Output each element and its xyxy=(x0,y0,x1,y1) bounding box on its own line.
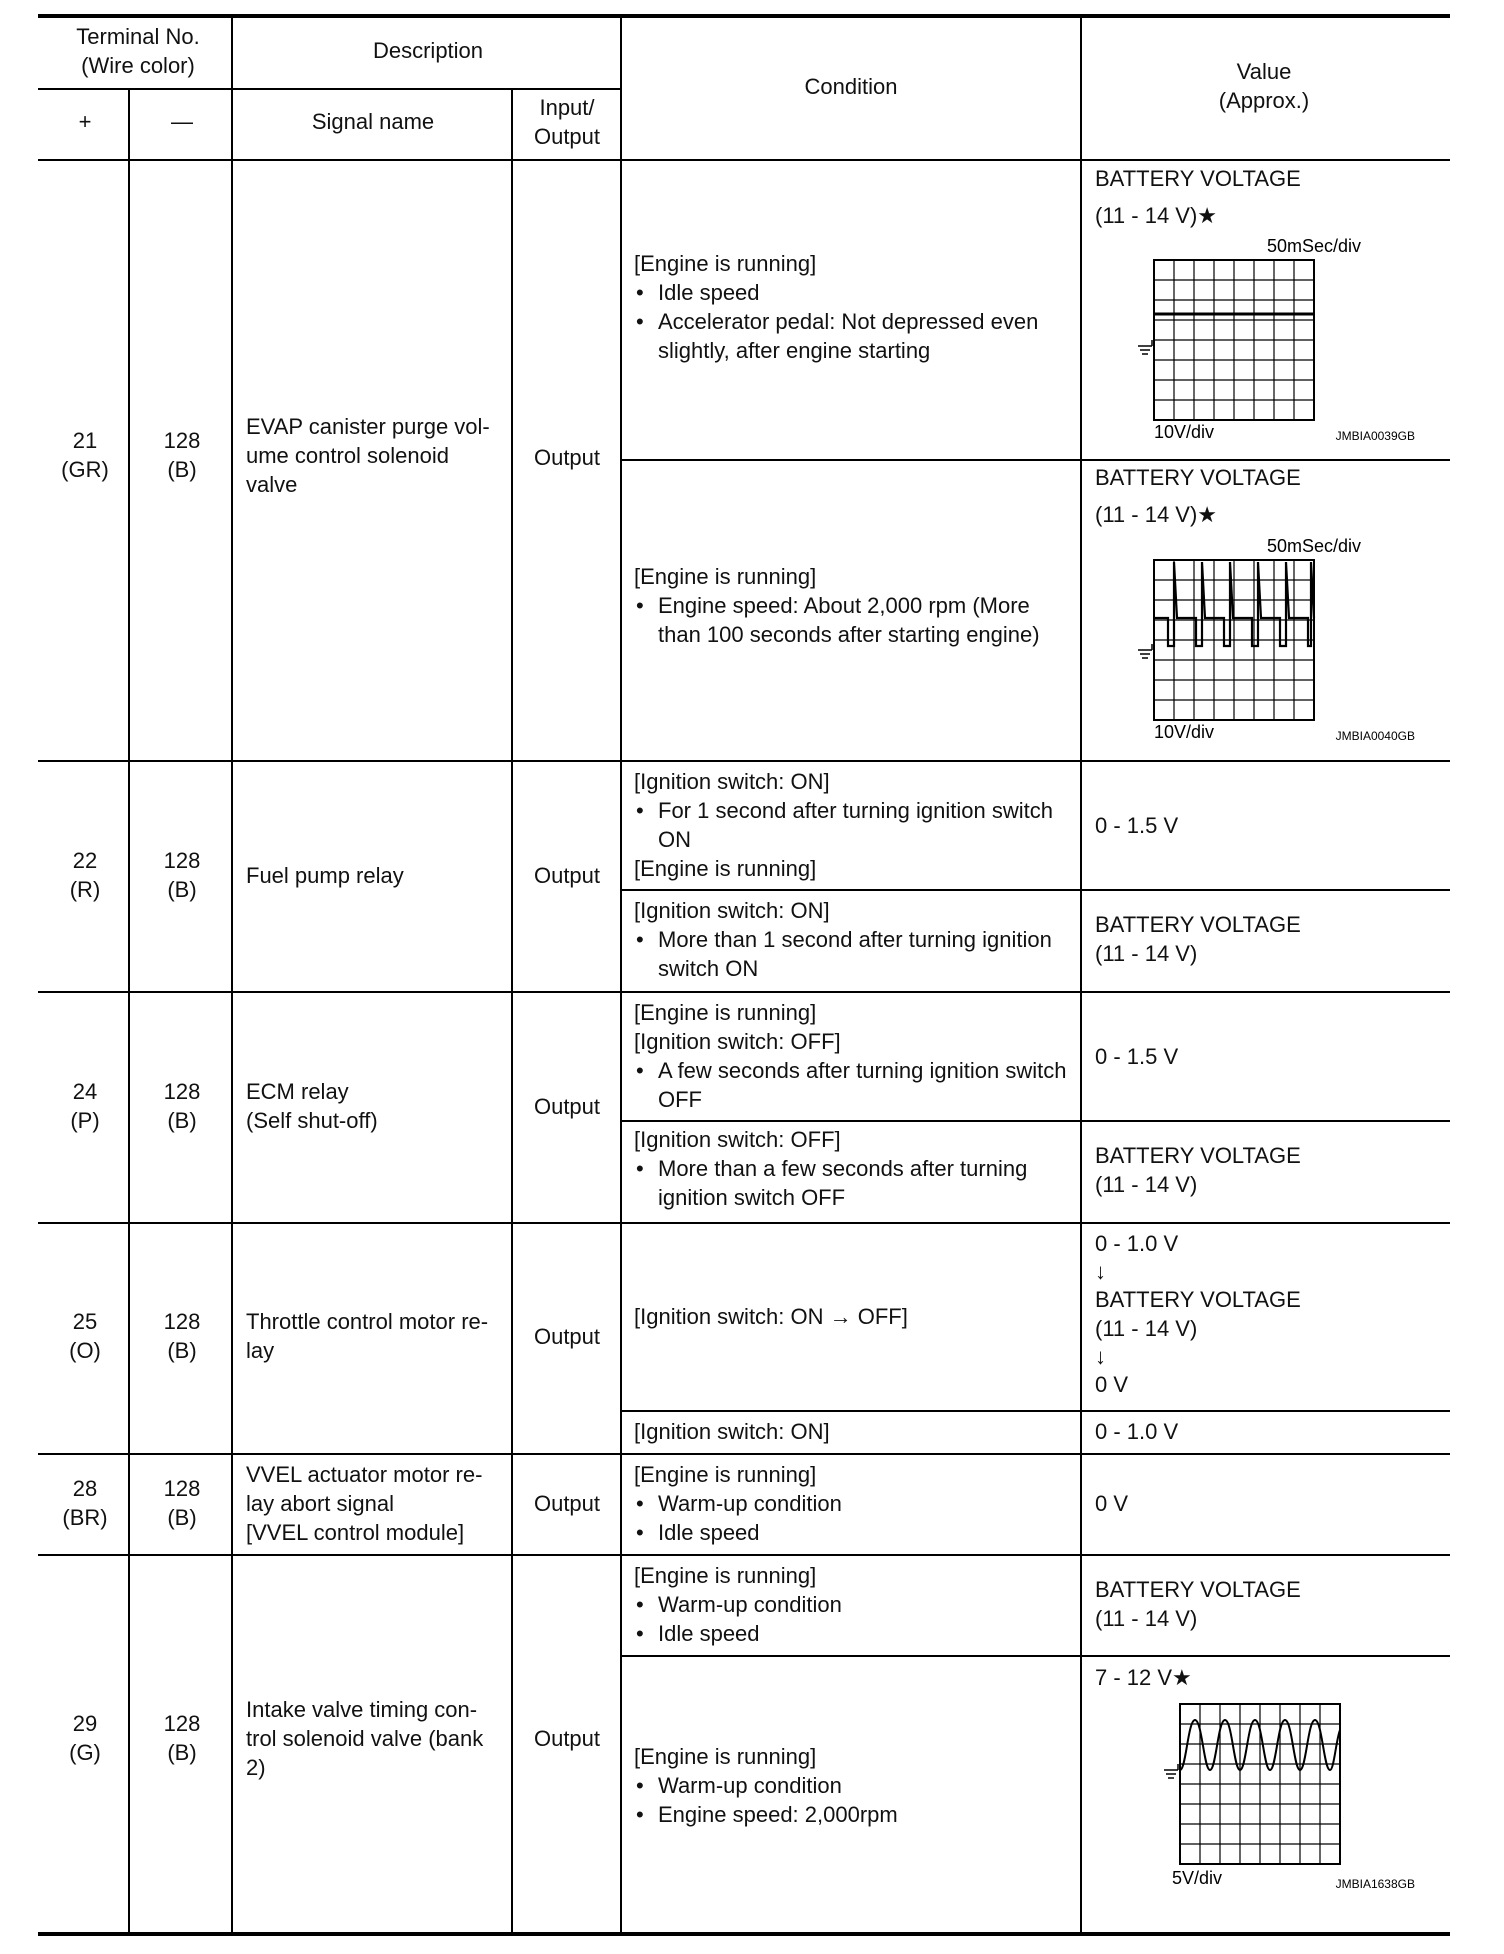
down-arrow-icon: ↓ xyxy=(1095,1259,1106,1284)
value-cell xyxy=(1095,1229,1301,1399)
value-line: BATTERY VOLTAGE xyxy=(1095,912,1301,937)
condition-heading: [Ignition switch: ON] xyxy=(634,898,830,923)
condition-bullet: • Warm-up condition xyxy=(634,1489,1070,1518)
header-signal-name: Signal name xyxy=(311,109,435,134)
terminal-minus-color: (B) xyxy=(167,457,197,482)
value-line: BATTERY VOLTAGE xyxy=(1095,465,1301,490)
signal-name-line: (Self shut-off) xyxy=(246,1108,378,1133)
condition-bullet: • Warm-up condition xyxy=(634,1590,1070,1619)
condition-heading: [Ignition switch: ON → OFF] xyxy=(634,1304,908,1329)
terminal-plus-color: (R) xyxy=(69,877,101,902)
condition-cell xyxy=(634,1302,1070,1331)
row-separator xyxy=(38,991,1450,993)
io-value: Output xyxy=(533,1491,601,1516)
scope-volt-div: 5V/div xyxy=(1172,1868,1223,1888)
condition-heading: [Ignition switch: OFF] xyxy=(634,1127,841,1152)
condition-bullet: • Engine speed: About 2,000 rpm (More than 100 seconds after starting engine) xyxy=(634,591,1070,649)
signal-name-line: VVEL actuator motor re- xyxy=(246,1462,483,1487)
col-divider xyxy=(620,16,622,1934)
value-line: (11 - 14 V) xyxy=(1095,1316,1198,1341)
condition-cell xyxy=(634,896,1070,983)
signal-name-line: lay xyxy=(246,1338,275,1363)
signal-name-line: Throttle control motor re- xyxy=(246,1309,489,1334)
header-io-line1: Input/ xyxy=(539,95,595,120)
header-wire-color: (Wire color) xyxy=(81,53,195,78)
condition-heading: [Ignition switch: OFF] xyxy=(634,1029,841,1054)
condition-heading: [Engine is running] xyxy=(634,1462,817,1487)
value-cell xyxy=(1095,164,1301,230)
down-arrow-icon: ↓ xyxy=(1095,1344,1106,1369)
value-line: 0 V xyxy=(1095,1372,1129,1397)
scope-volt-div: 10V/div xyxy=(1154,722,1215,742)
condition-cell xyxy=(634,1417,1070,1446)
condition-bullet: • Warm-up condition xyxy=(634,1771,1070,1800)
signal-name-line: valve xyxy=(246,472,298,497)
col-divider xyxy=(128,88,130,1934)
header-io-line2: Output xyxy=(533,124,601,149)
terminal-minus-number: 128 xyxy=(163,1309,201,1334)
value-line: 7 - 12 V★ xyxy=(1095,1665,1192,1690)
signal-name-line: ECM relay xyxy=(246,1079,349,1104)
value-line: (11 - 14 V) xyxy=(1095,1606,1198,1631)
condition-heading: [Engine is running] xyxy=(634,1000,817,1025)
condition-cell xyxy=(634,1561,1070,1648)
condition-heading: [Engine is running] xyxy=(634,1563,817,1588)
terminal-plus-color: (P) xyxy=(70,1108,100,1133)
terminal-minus-color: (B) xyxy=(167,1505,197,1530)
value-line: (11 - 14 V) xyxy=(1095,1172,1198,1197)
io-value: Output xyxy=(533,1726,601,1751)
ground-icon xyxy=(1138,644,1152,658)
terminal-minus-color: (B) xyxy=(167,1108,197,1133)
row-separator xyxy=(38,1222,1450,1224)
table-top-rule xyxy=(38,14,1450,18)
subrow-separator xyxy=(620,1655,1450,1657)
condition-bullet: • Idle speed xyxy=(634,1619,1070,1648)
header-minus: — xyxy=(171,109,193,134)
terminal-plus-color: (GR) xyxy=(61,457,109,482)
condition-bullet: • Engine speed: 2,000rpm xyxy=(634,1800,1070,1829)
scope-time-div: 50mSec/div xyxy=(1266,238,1362,256)
value-line: 0 - 1.5 V xyxy=(1095,813,1179,838)
terminal-minus-number: 128 xyxy=(163,1079,201,1104)
value-line: BATTERY VOLTAGE xyxy=(1095,1143,1301,1168)
scope-grid xyxy=(1154,260,1314,420)
condition-bullet: • Idle speed xyxy=(634,278,1070,307)
terminal-plus-color: (O) xyxy=(69,1338,101,1363)
condition-bullet: • Accelerator pedal: Not depressed even slightly, after engine starting xyxy=(634,307,1070,365)
condition-cell xyxy=(634,1460,1070,1547)
value-line: 0 V xyxy=(1095,1491,1129,1516)
condition-heading: [Engine is running] xyxy=(634,856,817,881)
header-condition: Condition xyxy=(804,74,898,99)
scope-figure-id: JMBIA0039GB xyxy=(1335,429,1415,443)
condition-heading: [Ignition switch: ON] xyxy=(634,1419,830,1444)
terminal-plus-number: 22 xyxy=(72,848,98,873)
terminal-plus-number: 24 xyxy=(72,1079,98,1104)
header-value-line1: Value xyxy=(1236,59,1292,84)
condition-heading: [Engine is running] xyxy=(634,1744,817,1769)
signal-name-line: trol solenoid valve (bank xyxy=(246,1726,484,1751)
condition-heading: [Engine is running] xyxy=(634,251,817,276)
condition-bullet: • Idle speed xyxy=(634,1518,1070,1547)
signal-name-line: EVAP canister purge vol- xyxy=(246,414,490,439)
value-line: 0 - 1.0 V xyxy=(1095,1231,1179,1256)
col-divider xyxy=(231,16,233,1934)
signal-name-line: Intake valve timing con- xyxy=(246,1697,478,1722)
row-separator xyxy=(38,760,1450,762)
terminal-plus-number: 28 xyxy=(72,1476,98,1501)
condition-cell xyxy=(634,1125,1070,1212)
terminal-plus-number: 29 xyxy=(72,1711,98,1736)
value-line: 0 - 1.5 V xyxy=(1095,1044,1179,1069)
terminal-minus-number: 128 xyxy=(163,428,201,453)
value-cell xyxy=(1095,1575,1301,1633)
oscilloscope-waveform-sine xyxy=(1150,1700,1440,1906)
terminal-minus-number: 128 xyxy=(163,848,201,873)
value-line: 0 - 1.0 V xyxy=(1095,1419,1179,1444)
condition-cell xyxy=(634,1742,1070,1829)
io-value: Output xyxy=(533,445,601,470)
scope-figure-id: JMBIA1638GB xyxy=(1335,1877,1415,1891)
condition-heading: [Ignition switch: ON] xyxy=(634,769,830,794)
terminal-plus-color: (BR) xyxy=(62,1505,108,1530)
value-cell xyxy=(1095,910,1301,968)
terminal-minus-color: (B) xyxy=(167,877,197,902)
condition-bullet: • More than 1 second after turning ignition switch ON xyxy=(634,925,1070,983)
terminal-plus-color: (G) xyxy=(69,1740,101,1765)
col-divider xyxy=(511,88,513,1934)
signal-name-line: lay abort signal xyxy=(246,1491,394,1516)
oscilloscope-waveform-flat xyxy=(1130,238,1430,450)
value-cell xyxy=(1095,811,1178,840)
condition-cell xyxy=(634,767,1070,883)
value-cell xyxy=(1095,1141,1301,1199)
condition-cell xyxy=(634,562,1070,649)
signal-name-line: 2) xyxy=(246,1755,266,1780)
condition-bullet: • More than a few seconds after turning ignition switch OFF xyxy=(634,1154,1070,1212)
value-cell xyxy=(1095,1042,1178,1071)
value-line: BATTERY VOLTAGE xyxy=(1095,166,1301,191)
value-cell xyxy=(1095,1663,1192,1692)
subrow-separator xyxy=(620,1410,1450,1412)
terminal-minus-number: 128 xyxy=(163,1476,201,1501)
col-divider xyxy=(1080,16,1082,1934)
io-value: Output xyxy=(533,863,601,888)
signal-name-line: [VVEL control module] xyxy=(246,1520,465,1545)
subrow-separator xyxy=(620,459,1450,461)
io-value: Output xyxy=(533,1094,601,1119)
scope-volt-div: 10V/div xyxy=(1154,422,1215,442)
value-line: (11 - 14 V) xyxy=(1095,941,1198,966)
header-terminal-no: Terminal No. xyxy=(76,24,200,49)
value-cell xyxy=(1095,463,1301,529)
header-value-line2: (Approx.) xyxy=(1218,88,1310,113)
table-bottom-rule xyxy=(38,1932,1450,1936)
value-cell xyxy=(1095,1417,1178,1446)
signal-name-line: Fuel pump relay xyxy=(246,863,404,888)
scope-figure-id: JMBIA0040GB xyxy=(1335,729,1415,743)
terminal-minus-color: (B) xyxy=(167,1338,197,1363)
terminal-minus-number: 128 xyxy=(163,1711,201,1736)
ground-icon xyxy=(1164,1764,1178,1778)
io-value: Output xyxy=(533,1324,601,1349)
value-line: BATTERY VOLTAGE xyxy=(1095,1287,1301,1312)
condition-cell xyxy=(634,249,1070,365)
terminal-minus-color: (B) xyxy=(167,1740,197,1765)
header-divider xyxy=(38,88,622,90)
condition-bullet: • For 1 second after turning ignition switch ON xyxy=(634,796,1070,854)
value-line: BATTERY VOLTAGE xyxy=(1095,1577,1301,1602)
condition-heading: [Engine is running] xyxy=(634,564,817,589)
condition-cell xyxy=(634,998,1070,1114)
subrow-separator xyxy=(620,1120,1450,1122)
signal-name-line: ume control solenoid xyxy=(246,443,450,468)
value-line: (11 - 14 V)★ xyxy=(1095,203,1218,228)
subrow-separator xyxy=(620,889,1450,891)
terminal-plus-number: 25 xyxy=(72,1309,98,1334)
row-separator xyxy=(38,1554,1450,1556)
value-line: (11 - 14 V)★ xyxy=(1095,502,1218,527)
terminal-plus-number: 21 xyxy=(72,428,98,453)
scope-time-div: 50mSec/div xyxy=(1266,538,1362,556)
header-description: Description xyxy=(372,38,484,63)
header-bottom-rule xyxy=(38,159,1450,161)
value-cell xyxy=(1095,1489,1128,1518)
condition-bullet: • A few seconds after turning ignition switch OFF xyxy=(634,1056,1070,1114)
header-plus: + xyxy=(78,109,92,134)
scope-grid xyxy=(1154,560,1314,720)
row-separator xyxy=(38,1453,1450,1455)
oscilloscope-waveform-pulse xyxy=(1130,538,1430,750)
ground-icon xyxy=(1138,340,1152,354)
